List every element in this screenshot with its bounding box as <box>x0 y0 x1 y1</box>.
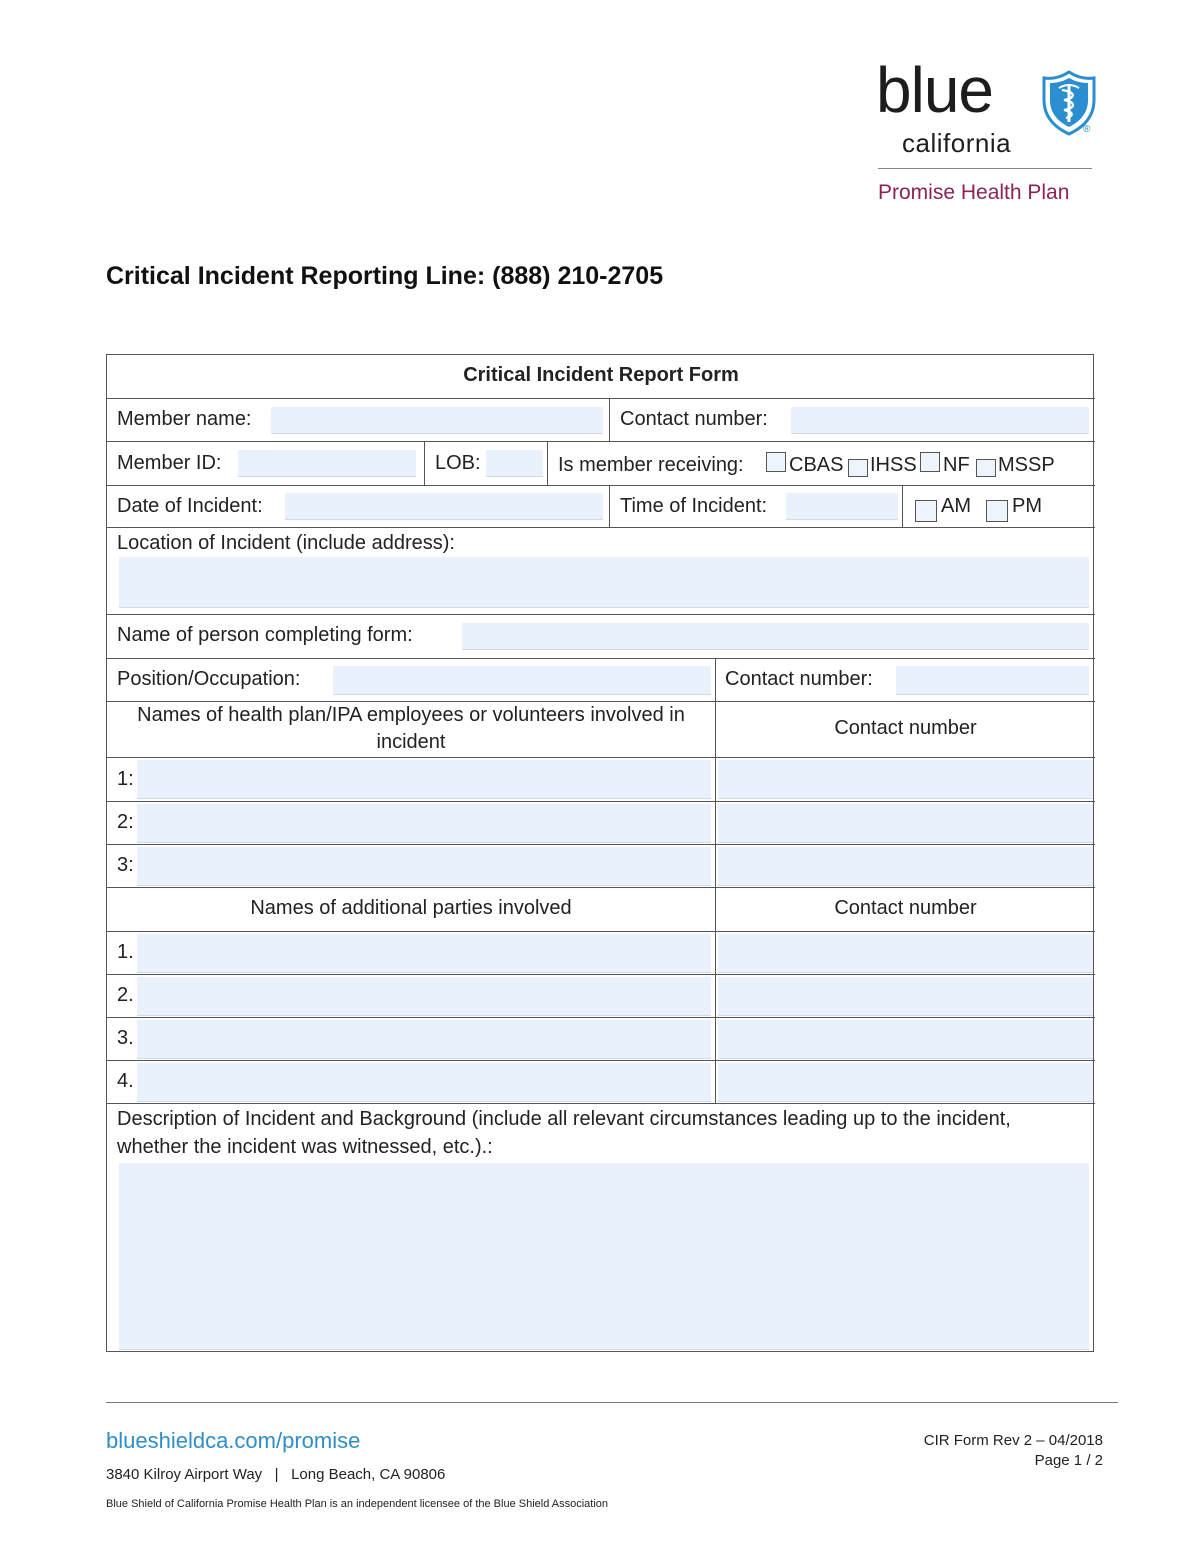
employee-contact-input[interactable] <box>718 804 1093 843</box>
am-checkbox[interactable] <box>915 500 937 522</box>
row-divider <box>107 527 1095 528</box>
row-divider <box>107 974 1095 975</box>
row-divider <box>107 485 1095 486</box>
time-of-incident-label: Time of Incident: <box>620 495 768 517</box>
description-input[interactable] <box>119 1163 1089 1350</box>
row-divider <box>107 658 1095 659</box>
am-label: AM <box>941 495 971 517</box>
parties-header: Names of additional parties involved <box>250 897 572 919</box>
party-contact-input[interactable] <box>718 977 1093 1016</box>
mssp-checkbox[interactable] <box>976 459 996 477</box>
employee-name-input[interactable] <box>137 804 711 843</box>
member-id-input[interactable] <box>238 450 416 477</box>
logo-plan-name: Promise Health Plan <box>878 181 1070 204</box>
description-label: Description of Incident and Background (include all relevant circumstances leading up to the incident, whether the incident was witnessed, etc.).: <box>117 1108 1011 1158</box>
form-revision: CIR Form Rev 2 – 04/2018 <box>923 1432 1103 1449</box>
page-title: Critical Incident Reporting Line: (888) 210-2705 <box>106 262 664 290</box>
member-name-label: Member name: <box>117 408 252 430</box>
person-completing-label: Name of person completing form: <box>117 624 413 646</box>
party-row-label: 3. <box>117 1027 134 1049</box>
date-of-incident-input[interactable] <box>285 493 603 520</box>
row-divider <box>107 844 1095 845</box>
contact-number-2-label: Contact number: <box>725 668 873 690</box>
row-divider <box>107 931 1095 932</box>
cbas-label: CBAS <box>789 454 844 476</box>
col-divider <box>609 485 610 527</box>
ihss-label: IHSS <box>870 454 917 476</box>
lob-input[interactable] <box>486 450 543 477</box>
person-completing-input[interactable] <box>462 623 1089 650</box>
pm-checkbox[interactable] <box>986 500 1008 522</box>
col-divider <box>902 485 903 527</box>
registered-mark: ® <box>1083 124 1091 135</box>
row-divider <box>107 398 1095 399</box>
location-label: Location of Incident (include address): <box>117 532 455 554</box>
party-contact-input[interactable] <box>718 1020 1093 1059</box>
party-name-input[interactable] <box>137 934 711 973</box>
employee-name-input[interactable] <box>137 760 711 799</box>
footer-note: Blue Shield of California Promise Health Plan is an independent licensee of the Blue Shield Association <box>106 1498 609 1510</box>
party-contact-input[interactable] <box>718 934 1093 973</box>
employee-row-label: 1: <box>117 768 134 790</box>
contact-header-2: Contact number <box>834 897 977 919</box>
nf-label: NF <box>943 454 970 476</box>
mssp-label: MSSP <box>998 454 1055 476</box>
logo-subtitle: california <box>902 128 1012 158</box>
party-contact-input[interactable] <box>718 1063 1093 1102</box>
nf-checkbox[interactable] <box>920 452 940 472</box>
employee-row-label: 3: <box>117 854 134 876</box>
party-row-label: 4. <box>117 1070 134 1092</box>
employee-contact-input[interactable] <box>718 847 1093 886</box>
row-divider <box>107 887 1095 888</box>
time-of-incident-input[interactable] <box>786 493 898 520</box>
row-divider <box>107 614 1095 615</box>
position-label: Position/Occupation: <box>117 668 301 690</box>
col-divider <box>424 441 425 485</box>
logo-divider <box>878 168 1092 169</box>
footer-address-text: 3840 Kilroy Airport Way | Long Beach, CA 90806 <box>106 1466 446 1483</box>
party-row-label: 2. <box>117 984 134 1006</box>
col-divider <box>609 398 610 441</box>
row-divider <box>107 801 1095 802</box>
employee-row-label: 2: <box>117 811 134 833</box>
contact-header: Contact number <box>834 717 977 739</box>
employee-name-input[interactable] <box>137 847 711 886</box>
incident-report-form <box>106 354 1094 1352</box>
party-name-input[interactable] <box>137 1063 711 1102</box>
employee-contact-input[interactable] <box>718 760 1093 799</box>
date-of-incident-label: Date of Incident: <box>117 495 263 517</box>
party-row-label: 1. <box>117 941 134 963</box>
lob-label: LOB: <box>435 452 481 474</box>
row-divider <box>107 1017 1095 1018</box>
member-name-input[interactable] <box>271 407 603 434</box>
ihss-checkbox[interactable] <box>848 459 868 477</box>
location-input[interactable] <box>119 557 1089 608</box>
row-divider <box>107 1060 1095 1061</box>
party-name-input[interactable] <box>137 1020 711 1059</box>
contact-number-2-input[interactable] <box>896 666 1089 695</box>
party-name-input[interactable] <box>137 977 711 1016</box>
contact-number-input[interactable] <box>791 407 1089 434</box>
row-divider <box>107 441 1095 442</box>
pm-label: PM <box>1012 495 1042 517</box>
logo-wordmark: blue <box>876 54 993 126</box>
col-divider <box>547 441 548 485</box>
row-divider <box>107 757 1095 758</box>
form-heading: Critical Incident Report Form <box>463 364 739 386</box>
cbas-checkbox[interactable] <box>766 452 786 472</box>
receiving-label: Is member receiving: <box>558 454 744 476</box>
contact-number-label: Contact number: <box>620 408 768 430</box>
footer-revision <box>924 1431 1103 1471</box>
footer-divider <box>106 1402 1118 1403</box>
position-input[interactable] <box>333 666 711 695</box>
page-number: Page 1 / 2 <box>1034 1452 1103 1469</box>
footer-url-link[interactable]: blueshieldca.com/promise <box>106 1428 361 1453</box>
employees-header: Names of health plan/IPA employees or volunteers involved in incident <box>137 704 685 753</box>
footer-address <box>106 1466 445 1483</box>
row-divider <box>107 1103 1095 1104</box>
member-id-label: Member ID: <box>117 452 222 474</box>
